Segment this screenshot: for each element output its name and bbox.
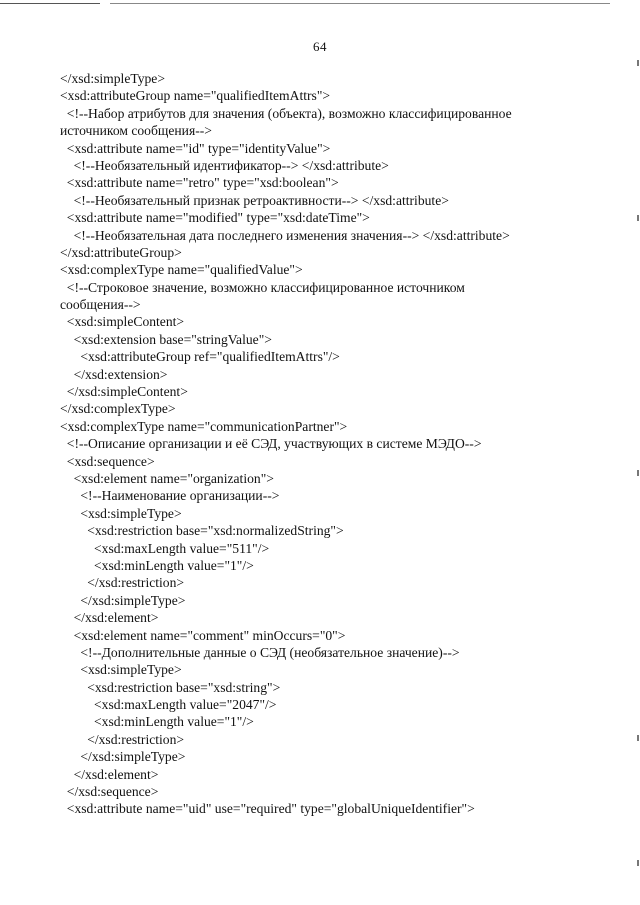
code-line: <xsd:restriction base="xsd:normalizedString"> <box>60 523 344 539</box>
page-number: 64 <box>313 39 327 54</box>
code-line: <!--Необязательный признак ретроактивности--> </xsd:attribute> <box>60 192 449 208</box>
code-line: <!--Описание организации и её СЭД, участвующих в системе МЭДО--> <box>60 436 482 452</box>
code-line: <xsd:attribute name="id" type="identityValue"> <box>60 140 331 156</box>
code-line: <xsd:attribute name="uid" use="required" type="globalUniqueIdentifier"> <box>60 801 475 817</box>
code-line: источником сообщения--> <box>60 123 212 139</box>
code-line: <!--Дополнительные данные о СЭД (необязательное значение)--> <box>60 644 460 660</box>
code-line: </xsd:simpleType> <box>60 592 186 608</box>
code-line: <!--Набор атрибутов для значения (объекта), возможно классифицированное <box>60 105 512 121</box>
code-line: <!--Необязательный идентификатор--> </xsd:attribute> <box>60 157 389 173</box>
code-line: <xsd:minLength value="1"/> <box>60 714 254 730</box>
code-line: </xsd:simpleType> <box>60 749 186 765</box>
code-line: <xsd:simpleType> <box>60 662 182 678</box>
code-line: <xsd:attributeGroup ref="qualifiedItemAttrs"/> <box>60 349 340 365</box>
code-line: <xsd:attributeGroup name="qualifiedItemAttrs"> <box>60 88 331 104</box>
scan-edge-mark <box>637 470 639 476</box>
code-line: <xsd:complexType name="qualifiedValue"> <box>60 262 303 278</box>
code-line: </xsd:simpleType> <box>60 71 165 86</box>
scan-top-rule <box>0 3 100 4</box>
code-line: <xsd:minLength value="1"/> <box>60 557 254 573</box>
xsd-code-listing <box>60 70 580 818</box>
code-line: <xsd:simpleType> <box>60 505 182 521</box>
code-line: <xsd:maxLength value="511"/> <box>60 540 270 556</box>
code-line: </xsd:element> <box>60 766 159 782</box>
code-line: <xsd:element name="organization"> <box>60 470 274 486</box>
code-line: </xsd:sequence> <box>60 784 159 800</box>
scan-top-rule <box>110 3 610 4</box>
code-line: <xsd:restriction base="xsd:string"> <box>60 679 281 695</box>
scan-edge-mark <box>637 60 639 66</box>
code-line: <xsd:element name="comment" minOccurs="0"> <box>60 627 346 643</box>
scan-edge-mark <box>637 735 639 741</box>
code-line: <xsd:attribute name="retro" type="xsd:boolean"> <box>60 175 339 191</box>
code-line: <xsd:complexType name="communicationPartner"> <box>60 418 348 434</box>
code-line: <xsd:extension base="stringValue"> <box>60 331 272 347</box>
code-line: </xsd:complexType> <box>60 401 176 417</box>
code-line: <xsd:sequence> <box>60 453 155 469</box>
code-line: </xsd:extension> <box>60 366 168 382</box>
code-line: </xsd:restriction> <box>60 731 185 747</box>
code-line: <xsd:maxLength value="2047"/> <box>60 697 277 713</box>
code-line: <!--Наименование организации--> <box>60 488 280 504</box>
scan-edge-mark <box>637 860 639 866</box>
code-line: <!--Необязательная дата последнего изменения значения--> </xsd:attribute> <box>60 227 510 243</box>
code-line: </xsd:element> <box>60 610 159 626</box>
code-line: </xsd:attributeGroup> <box>60 244 182 260</box>
code-line: </xsd:restriction> <box>60 575 185 591</box>
code-line: <!--Строковое значение, возможно классифицированное источником <box>60 279 465 295</box>
scan-edge-mark <box>637 215 639 221</box>
code-line: </xsd:simpleContent> <box>60 384 188 400</box>
code-line: сообщения--> <box>60 297 141 313</box>
code-line: <xsd:simpleContent> <box>60 314 185 330</box>
code-line: <xsd:attribute name="modified" type="xsd:dateTime"> <box>60 210 370 226</box>
